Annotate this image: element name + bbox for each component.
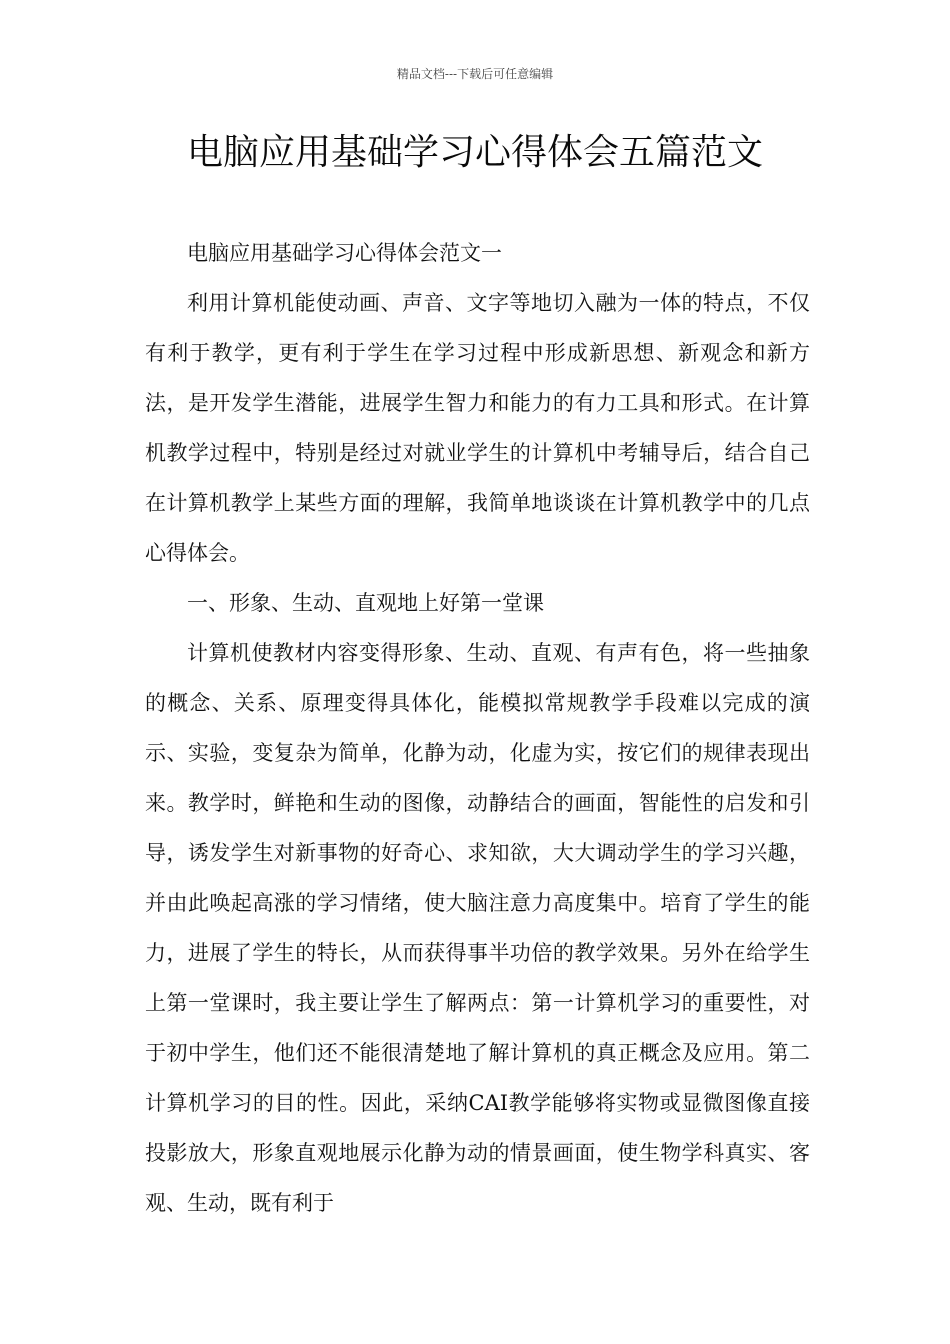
paragraph: 计算机使教材内容变得形象、生动、直观、有声有色，将一些抽象的概念、关系、原理变得具体化，能模拟常规教学手段难以完成的演示、实验，变复杂为简单，化静为动，化虚为实，按它们的规律表现出来。教学时，鲜艳和生动的图像，动静结合的画面，智能性的启发和引导，诱发学生对新事物的好奇心、求知欲，大大调动学生的学习兴趣，并由此唤起高涨的学习情绪，使大脑注意力高度集中。培育了学生的能力，进展了学生的特长，从而获得事半功倍的教学效果。另外在给学生上第一堂课时，我主要让学生了解两点：第一计算机学习的重要性，对于初中学生，他们还不能很清楚地了解计算机的真正概念及应用。第二计算机学习的目的性。因此，采纳CAI教学能够将实物或显微图像直接投影放大，形象直观地展示化静为动的情景画面，使生物学科真实、客观、生动，既有利于 [145,641,810,1215]
document-body [145,228,810,1228]
paragraph: 利用计算机能使动画、声音、文字等地切入融为一体的特点，不仅有利于教学，更有利于学生在学习过程中形成新思想、新观念和新方法，是开发学生潜能，进展学生智力和能力的有力工具和形式。在计算机教学过程中，特别是经过对就业学生的计算机中考辅导后，结合自己在计算机教学上某些方面的理解，我简单地谈谈在计算机教学中的几点心得体会。 [145,291,810,565]
header-note: 精品文档---下载后可任意编辑 [396,67,554,81]
page-title: 电脑应用基础学习心得体会五篇范文 [186,132,763,173]
section-heading: 一、形象、生动、直观地上好第一堂课 [187,591,544,615]
section-heading: 电脑应用基础学习心得体会范文一 [187,241,502,265]
